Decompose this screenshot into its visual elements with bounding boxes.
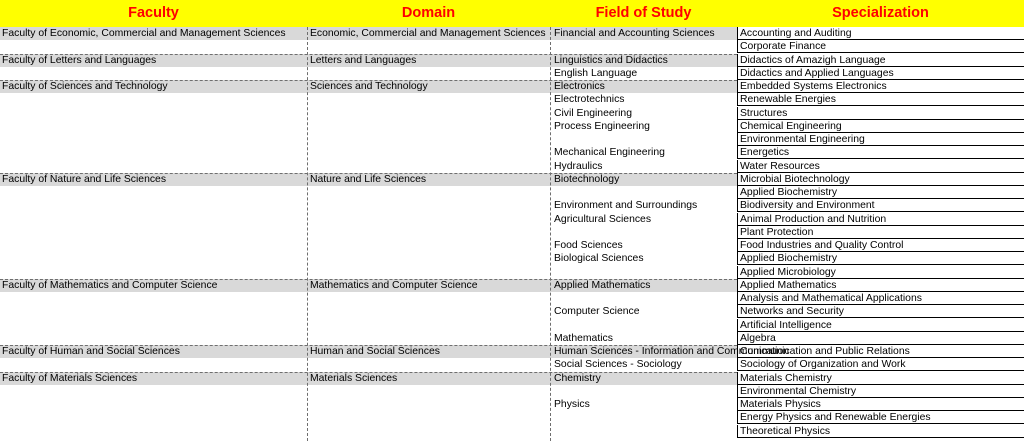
cell-domain[interactable] <box>310 358 549 371</box>
cell-specialization[interactable]: Food Industries and Quality Control <box>737 239 1024 252</box>
cell-faculty[interactable] <box>2 93 306 106</box>
cell-specialization[interactable]: Communication and Public Relations <box>737 345 1024 358</box>
cell-field[interactable]: Linguistics and Didactics <box>554 54 668 66</box>
cell-specialization[interactable]: Artificial Intelligence <box>737 319 1024 332</box>
cell-field[interactable] <box>554 385 737 398</box>
cell-faculty[interactable] <box>2 199 306 212</box>
cell-faculty[interactable] <box>2 160 306 173</box>
cell-domain[interactable]: Human and Social Sciences <box>310 346 440 357</box>
cell-faculty[interactable]: Faculty of Mathematics and Computer Science <box>2 279 218 291</box>
cell-field[interactable] <box>554 186 737 199</box>
cell-field[interactable]: Biological Sciences <box>554 253 644 265</box>
cell-faculty[interactable] <box>2 226 306 239</box>
cell-domain[interactable]: Economic, Commercial and Management Sciences <box>310 28 546 39</box>
header-specialization: Specialization <box>737 0 1024 27</box>
cell-specialization[interactable]: Materials Chemistry <box>737 372 1024 385</box>
cell-specialization[interactable]: Didactics of Amazigh Language <box>737 54 1024 67</box>
cell-faculty[interactable] <box>2 133 306 146</box>
cell-domain[interactable] <box>310 319 549 332</box>
cell-specialization[interactable]: Applied Microbiology <box>737 266 1024 279</box>
cell-specialization[interactable]: Biodiversity and Environment <box>737 199 1024 212</box>
cell-faculty[interactable] <box>2 292 306 305</box>
cell-faculty[interactable] <box>2 120 306 133</box>
cell-specialization[interactable]: Microbial Biotechnology <box>737 173 1024 186</box>
cell-faculty[interactable]: Faculty of Nature and Life Sciences <box>2 173 167 185</box>
cell-faculty[interactable] <box>2 40 306 53</box>
cell-specialization[interactable]: Applied Biochemistry <box>737 252 1024 265</box>
cell-faculty[interactable] <box>2 186 306 199</box>
cell-domain[interactable] <box>310 186 549 199</box>
cell-specialization[interactable]: Materials Physics <box>737 398 1024 411</box>
cell-field[interactable]: Computer Science <box>554 306 640 318</box>
cell-field[interactable]: English Language <box>554 67 638 79</box>
cell-field[interactable]: Process Engineering <box>554 120 650 132</box>
cell-faculty[interactable] <box>2 385 306 398</box>
cell-faculty[interactable] <box>2 266 306 279</box>
cell-domain[interactable] <box>310 239 549 252</box>
cell-specialization[interactable]: Corporate Finance <box>737 40 1024 53</box>
cell-faculty[interactable] <box>2 398 306 411</box>
cell-field[interactable] <box>554 40 737 53</box>
cell-faculty[interactable] <box>2 146 306 159</box>
cell-field[interactable]: Financial and Accounting Sciences <box>554 28 715 39</box>
cell-specialization[interactable]: Theoretical Physics <box>737 425 1024 438</box>
cell-domain[interactable] <box>310 160 549 173</box>
cell-specialization[interactable]: Energy Physics and Renewable Energies <box>737 411 1024 424</box>
cell-faculty[interactable]: Faculty of Economic, Commercial and Management Sciences <box>2 28 286 39</box>
cell-faculty[interactable] <box>2 411 306 424</box>
cell-domain[interactable] <box>310 93 549 106</box>
cell-field[interactable]: Biotechnology <box>554 173 620 185</box>
cell-field[interactable] <box>554 425 737 438</box>
cell-faculty[interactable]: Faculty of Sciences and Technology <box>2 81 168 92</box>
cell-faculty[interactable] <box>2 252 306 265</box>
cell-field[interactable]: Human Sciences - Information and Communication <box>554 346 790 357</box>
cell-domain[interactable] <box>310 213 549 226</box>
cell-domain[interactable] <box>310 67 549 80</box>
cell-field[interactable] <box>554 266 737 279</box>
cell-field[interactable]: Chemistry <box>554 372 601 384</box>
cell-faculty[interactable]: Faculty of Letters and Languages <box>2 54 157 66</box>
cell-domain[interactable] <box>310 107 549 120</box>
cell-specialization[interactable]: Animal Production and Nutrition <box>737 213 1024 226</box>
cell-field[interactable]: Mathematics <box>554 332 613 344</box>
cell-field[interactable]: Physics <box>554 399 590 410</box>
cell-domain[interactable] <box>310 199 549 212</box>
cell-specialization[interactable]: Chemical Engineering <box>737 120 1024 133</box>
cell-field[interactable] <box>554 319 737 332</box>
cell-faculty[interactable] <box>2 213 306 226</box>
cell-domain[interactable]: Letters and Languages <box>310 54 417 66</box>
cell-specialization[interactable]: Didactics and Applied Languages <box>737 67 1024 80</box>
cell-field[interactable]: Electrotechnics <box>554 94 625 106</box>
cell-faculty[interactable] <box>2 319 306 332</box>
column-divider <box>307 27 308 441</box>
cell-faculty[interactable] <box>2 305 306 318</box>
header-faculty: Faculty <box>0 0 307 27</box>
cell-specialization[interactable]: Plant Protection <box>737 226 1024 239</box>
cell-domain[interactable] <box>310 120 549 133</box>
cell-domain[interactable] <box>310 133 549 146</box>
cell-faculty[interactable] <box>2 425 306 438</box>
cell-faculty[interactable] <box>2 67 306 80</box>
header-domain: Domain <box>307 0 550 27</box>
cell-faculty[interactable]: Faculty of Materials Sciences <box>2 372 138 384</box>
cell-domain[interactable] <box>310 292 549 305</box>
cell-domain[interactable] <box>310 425 549 438</box>
cell-specialization[interactable]: Renewable Energies <box>737 93 1024 106</box>
cell-domain[interactable]: Mathematics and Computer Science <box>310 279 478 291</box>
cell-specialization[interactable]: Algebra <box>737 332 1024 345</box>
cell-faculty[interactable] <box>2 332 306 345</box>
cell-field[interactable] <box>554 292 737 305</box>
cell-domain[interactable] <box>310 332 549 345</box>
cell-field[interactable]: Mechanical Engineering <box>554 147 665 159</box>
cell-field[interactable] <box>554 411 737 424</box>
cell-field[interactable]: Agricultural Sciences <box>554 213 652 225</box>
cell-domain[interactable] <box>310 40 549 53</box>
cell-specialization[interactable]: Water Resources <box>737 160 1024 173</box>
cell-specialization[interactable]: Environmental Chemistry <box>737 385 1024 398</box>
cell-specialization[interactable]: Networks and Security <box>737 305 1024 318</box>
cell-specialization[interactable]: Environmental Engineering <box>737 133 1024 146</box>
cell-field[interactable] <box>554 226 737 239</box>
cell-domain[interactable]: Materials Sciences <box>310 372 398 384</box>
cell-field[interactable] <box>554 133 737 146</box>
cell-field[interactable]: Food Sciences <box>554 240 623 251</box>
cell-specialization[interactable]: Energetics <box>737 146 1024 159</box>
cell-domain[interactable] <box>310 252 549 265</box>
cell-domain[interactable]: Nature and Life Sciences <box>310 173 427 185</box>
cell-faculty[interactable] <box>2 107 306 120</box>
cell-field[interactable]: Applied Mathematics <box>554 279 651 291</box>
cell-field[interactable]: Environment and Surroundings <box>554 200 698 212</box>
cell-domain[interactable] <box>310 266 549 279</box>
cell-specialization[interactable]: Applied Mathematics <box>737 279 1024 292</box>
cell-domain[interactable] <box>310 226 549 239</box>
cell-specialization[interactable]: Embedded Systems Electronics <box>737 80 1024 93</box>
cell-faculty[interactable] <box>2 358 306 371</box>
cell-specialization[interactable]: Accounting and Auditing <box>737 27 1024 40</box>
column-divider <box>550 27 551 441</box>
cell-domain[interactable] <box>310 305 549 318</box>
cell-specialization[interactable]: Structures <box>737 107 1024 120</box>
cell-specialization[interactable]: Applied Biochemistry <box>737 186 1024 199</box>
cell-faculty[interactable] <box>2 239 306 252</box>
cell-domain[interactable] <box>310 398 549 411</box>
header-field-of-study: Field of Study <box>550 0 737 27</box>
cell-field[interactable]: Social Sciences - Sociology <box>554 359 682 371</box>
cell-domain[interactable] <box>310 146 549 159</box>
cell-domain[interactable] <box>310 411 549 424</box>
cell-domain[interactable] <box>310 385 549 398</box>
cell-faculty[interactable]: Faculty of Human and Social Sciences <box>2 346 180 357</box>
cell-specialization[interactable]: Analysis and Mathematical Applications <box>737 292 1024 305</box>
cell-specialization[interactable]: Sociology of Organization and Work <box>737 358 1024 371</box>
cell-domain[interactable]: Sciences and Technology <box>310 81 428 92</box>
cell-field[interactable]: Electronics <box>554 81 605 92</box>
cell-field[interactable]: Civil Engineering <box>554 107 632 119</box>
cell-field[interactable]: Hydraulics <box>554 160 603 172</box>
